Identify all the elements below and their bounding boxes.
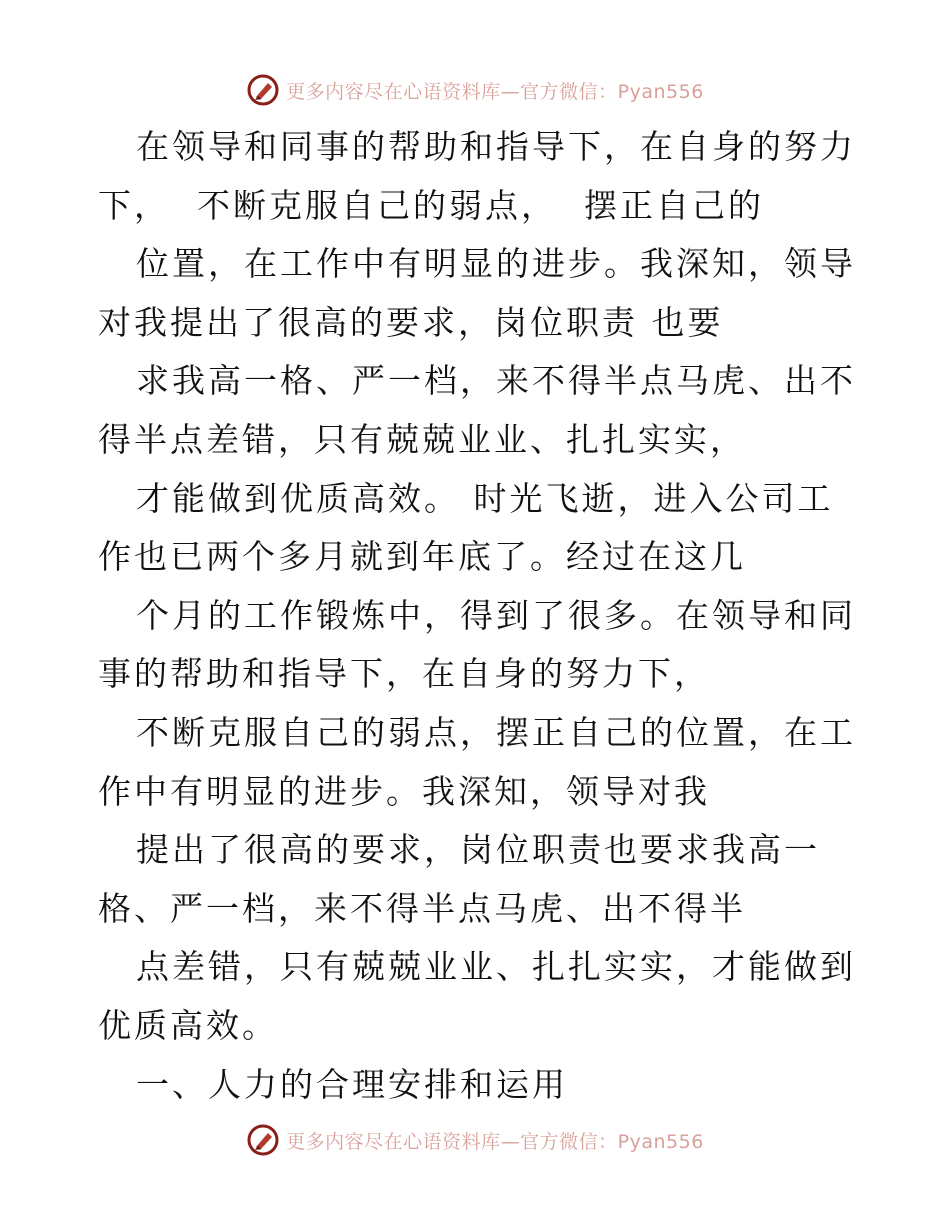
paragraph: 在领导和同事的帮助和指导下，在自身的努力下， 不断克服自己的弱点， 摆正自己的 xyxy=(98,127,856,225)
footer-banner xyxy=(0,1120,950,1160)
paragraph: 提出了很高的要求，岗位职责也要求我高一格、严一档，来不得半点马虎、出不得半 xyxy=(98,830,820,928)
section-heading: 一、人力的合理安排和运用 xyxy=(136,1064,568,1104)
paragraph: 个月的工作锻炼中，得到了很多。在领导和同事的帮助和指导下，在自身的努力下， xyxy=(98,595,856,694)
paragraph: 位置，在工作中有明显的进步。我深知，领导对我提出了很高的要求，岗位职责 也要 xyxy=(98,244,856,342)
header-banner-text: 更多内容尽在心语资料库—官方微信：Pyan556 xyxy=(286,80,704,103)
paragraph: 不断克服自己的弱点，摆正自己的位置，在工作中有明显的进步。我深知，领导对我 xyxy=(98,712,856,811)
paragraph: 点差错，只有兢兢业业、扎扎实实，才能做到优质高效。 xyxy=(98,947,856,1045)
pen-nib-logo-icon xyxy=(246,73,280,107)
header-banner xyxy=(0,70,950,110)
paragraph: 才能做到优质高效。 时光飞逝，进入公司工作也已两个多月就到年底了。经过在这几 xyxy=(98,478,834,577)
document-body xyxy=(98,118,858,1114)
footer-banner-text: 更多内容尽在心语资料库—官方微信：Pyan556 xyxy=(286,1130,704,1153)
paragraph: 求我高一格、严一档，来不得半点马虎、出不得半点差错，只有兢兢业业、扎扎实实， xyxy=(98,361,856,459)
pen-nib-logo-icon xyxy=(246,1123,280,1157)
